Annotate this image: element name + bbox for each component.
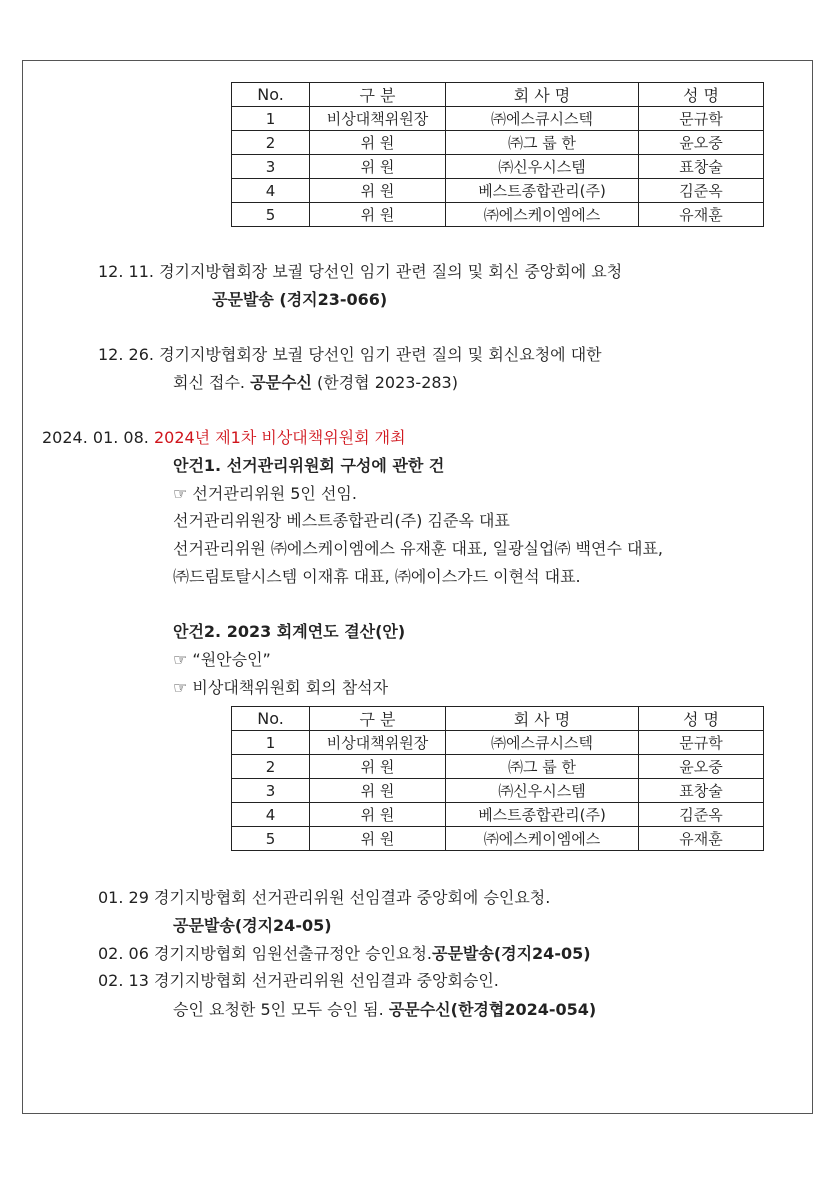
entry-0213: 02. 13 경기지방협회 선거관리위원 선임결과 중앙회승인. [98, 971, 499, 990]
table-cell: 위 원 [310, 131, 446, 155]
date: 2024. 01. 08. [42, 428, 154, 447]
entry-0206 [98, 944, 591, 964]
table-cell: 윤오중 [639, 131, 764, 155]
table-cell: 표창술 [639, 779, 764, 803]
table-cell: 위 원 [310, 179, 446, 203]
table-cell: 위 원 [310, 779, 446, 803]
table-row [232, 107, 764, 131]
table-cell: 위 원 [310, 203, 446, 227]
table-cell: 비상대책위원장 [310, 731, 446, 755]
table-cell: 유재훈 [639, 827, 764, 851]
table-row [232, 131, 764, 155]
committee-table-1 [231, 82, 764, 227]
column-header: 성 명 [639, 83, 764, 107]
table-cell: 문규학 [639, 731, 764, 755]
entry-1211-doc: 공문발송 (경지23-066) [212, 290, 388, 309]
table-cell: 2 [232, 755, 310, 779]
table-cell: 5 [232, 203, 310, 227]
agenda-2: 안건2. 2023 회계연도 결산(안) [173, 622, 406, 641]
table-row [232, 155, 764, 179]
text: 공문발송(경지24-05) [432, 944, 591, 963]
table-row [232, 779, 764, 803]
entry-1211: 12. 11. 경기지방협회장 보궐 당선인 임기 관련 질의 및 회신 중앙회에 요청 [98, 262, 623, 281]
agenda-1-detail: 선거관리위원 ㈜에스케이엠에스 유재훈 대표, 일광실업㈜ 백연수 대표, [173, 539, 664, 558]
entry-20240108 [42, 428, 406, 448]
table-cell: ㈜그 룹 한 [446, 131, 639, 155]
column-header: 성 명 [639, 707, 764, 731]
table-cell: 4 [232, 803, 310, 827]
table-cell: 5 [232, 827, 310, 851]
table-cell: ㈜에스케이엠에스 [446, 203, 639, 227]
table-row [232, 203, 764, 227]
column-header: No. [232, 707, 310, 731]
text: 승인 요청한 5인 모두 승인 됨. [173, 1000, 389, 1019]
agenda-2-result: ☞ “원안승인” [173, 650, 271, 669]
agenda-1-result: ☞ 선거관리위원 5인 선임. [173, 484, 357, 503]
entry-1226: 12. 26. 경기지방협회장 보궐 당선인 임기 관련 질의 및 회신요청에 대한 [98, 345, 602, 364]
table-cell: 위 원 [310, 155, 446, 179]
column-header: 구 분 [310, 707, 446, 731]
table-row [232, 827, 764, 851]
agenda-1-detail: ㈜드림토탈시스템 이재휴 대표, ㈜에이스가드 이현석 대표. [173, 567, 581, 586]
text: 회신 접수. [173, 373, 251, 392]
table-header [232, 707, 764, 731]
table-cell: 위 원 [310, 827, 446, 851]
table-cell: 위 원 [310, 803, 446, 827]
table-cell: 표창술 [639, 155, 764, 179]
table-row [232, 755, 764, 779]
table-cell: 2 [232, 131, 310, 155]
column-header: 회 사 명 [446, 707, 639, 731]
table-cell: 베스트종합관리(주) [446, 179, 639, 203]
entry-0129-doc: 공문발송(경지24-05) [173, 916, 332, 935]
text: 공문수신 [250, 373, 312, 392]
entry-0129: 01. 29 경기지방협회 선거관리위원 선임결과 중앙회에 승인요청. [98, 888, 551, 907]
table-cell: 1 [232, 107, 310, 131]
agenda-1: 안건1. 선거관리위원회 구성에 관한 건 [173, 456, 445, 475]
table-cell: 비상대책위원장 [310, 107, 446, 131]
table-cell: 윤오중 [639, 755, 764, 779]
table-row [232, 731, 764, 755]
table-row [232, 179, 764, 203]
table-cell: 3 [232, 779, 310, 803]
entry-1226-doc [173, 373, 458, 393]
table-cell: 1 [232, 731, 310, 755]
entry-0213-doc [173, 1000, 596, 1020]
text: 공문수신(한경협2024-054) [388, 1000, 597, 1019]
table-cell: ㈜신우시스템 [446, 155, 639, 179]
attendees-label: ☞ 비상대책위원회 회의 참석자 [173, 678, 389, 697]
table-cell: ㈜그 룹 한 [446, 755, 639, 779]
text: 02. 06 경기지방협회 임원선출규정안 승인요청. [98, 944, 432, 963]
committee-table-2 [231, 706, 764, 851]
column-header: No. [232, 83, 310, 107]
meeting-title: 2024년 제1차 비상대책위원회 개최 [153, 428, 406, 447]
table-cell: 문규학 [639, 107, 764, 131]
column-header: 회 사 명 [446, 83, 639, 107]
table-header [232, 83, 764, 107]
table-cell: 유재훈 [639, 203, 764, 227]
table-cell: 4 [232, 179, 310, 203]
column-header: 구 분 [310, 83, 446, 107]
table-cell: ㈜신우시스템 [446, 779, 639, 803]
table-cell: 베스트종합관리(주) [446, 803, 639, 827]
table-cell: ㈜에스큐시스텍 [446, 731, 639, 755]
agenda-1-detail: 선거관리위원장 베스트종합관리(주) 김준옥 대표 [173, 511, 510, 530]
text: (한경협 2023-283) [311, 373, 458, 392]
table-cell: 위 원 [310, 755, 446, 779]
table-cell: 3 [232, 155, 310, 179]
table-cell: ㈜에스큐시스텍 [446, 107, 639, 131]
table-cell: 김준옥 [639, 179, 764, 203]
table-cell: ㈜에스케이엠에스 [446, 827, 639, 851]
table-cell: 김준옥 [639, 803, 764, 827]
table-row [232, 803, 764, 827]
